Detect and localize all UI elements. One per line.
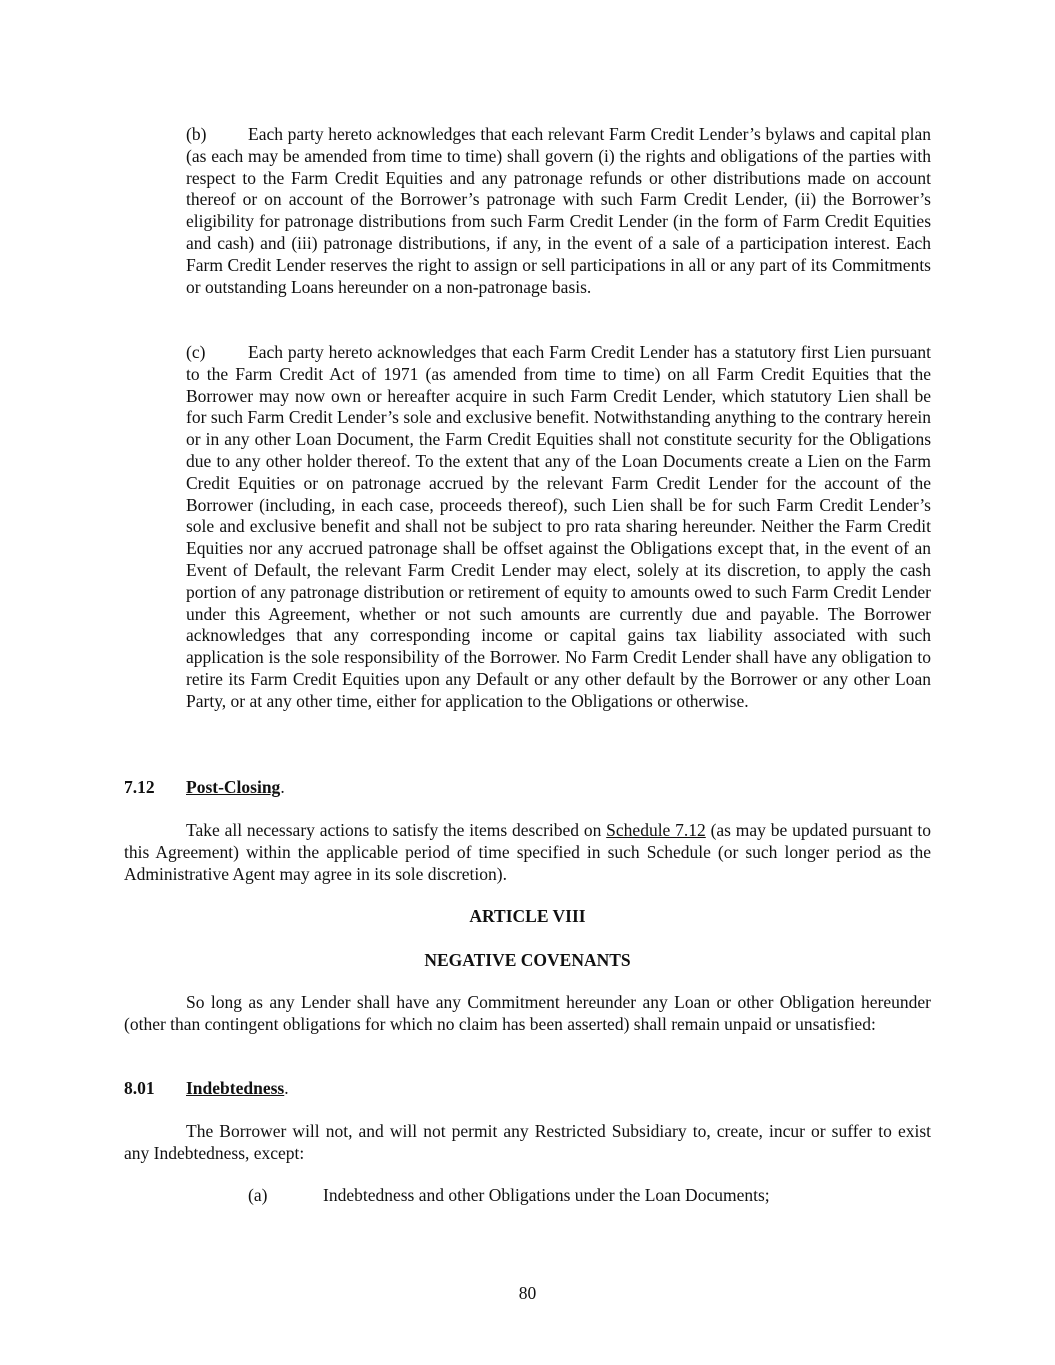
section-7-12-body (124, 820, 931, 885)
list-item-a-text: Indebtedness and other Obligations under the Loan Documents; (323, 1185, 770, 1205)
paragraph-c-label: (c) (186, 342, 206, 362)
section-7-12-text-before: Take all necessary actions to satisfy the items described on (186, 820, 607, 840)
article-title: ARTICLE VIII (469, 906, 586, 926)
list-item-a (248, 1185, 931, 1207)
paragraph-b-text: Each party hereto acknowledges that each relevant Farm Credit Lender’s bylaws and capital plan (as each may be amended from time to time) shall govern (i) the rights and obligations of the parties with respect to the Farm Credit Equities and any patronage refunds or other distributions made on account thereof or on account of the Borrower’s patronage with such Farm Credit Lender, (ii) the Borrower’s eligibility for patronage distributions from such Farm Credit Lender (in the form of Farm Credit Equities and cash) and (iii) patronage distributions, if any, in the event of a sale of a participation interest. Each Farm Credit Lender reserves the right to assign or sell participations in all or any part of its Commitments or outstanding Loans hereunder on a non-patronage basis. (186, 124, 931, 297)
section-7-12-heading (124, 777, 285, 799)
list-item-a-label: (a) (248, 1185, 268, 1205)
section-number: 7.12 (124, 777, 155, 797)
paragraph-b-label: (b) (186, 124, 207, 144)
section-title-period: . (284, 1078, 289, 1098)
section-8-01-body: The Borrower will not, and will not permit any Restricted Subsidiary to, create, incur or suffer to exist any Indebtedness, except: (124, 1121, 931, 1163)
article-intro: So long as any Lender shall have any Commitment hereunder any Loan or other Obligation hereunder (other than contingent obligations for which no claim has been asserted) shall remain unpaid or unsatisfied: (124, 992, 931, 1034)
section-title: Post-Closing (186, 777, 281, 797)
paragraph-c (186, 342, 931, 713)
schedule-reference: Schedule 7.12 (606, 820, 706, 840)
section-7-12-text-after: (as may be updated pursuant to this Agreement) within the applicable period of time specified in such Schedule (or such longer period as the Administrative Agent may agree in its sole discretion). (124, 820, 932, 884)
article-subtitle: NEGATIVE COVENANTS (424, 950, 631, 970)
paragraph-c-text: Each party hereto acknowledges that each Farm Credit Lender has a statutory first Lien pursuant to the Farm Credit Act of 1971 (as amended from time to time) on all Farm Credit Equities that the Borrower may now own or hereafter acquire in such Farm Credit Lender, which statutory Lien shall be for such Farm Credit Lender’s sole and exclusive benefit. Notwithstanding anything to the contrary herein or in any other Loan Document, the Farm Credit Equities shall not constitute security for the Obligations due to any other holder thereof. To the extent that any of the Loan Documents create a Lien on the Farm Credit Equities or on patronage accrued by the relevant Farm Credit Lender for the account of the Borrower (including, in each case, proceeds thereof), such Lien shall be for such Farm Credit Lender’s sole and exclusive benefit and shall not be subject to pro rata sharing hereunder. Neither the Farm Credit Equities nor any accrued patronage shall be offset against the Obligations except that, in the event of an Event of Default, the relevant Farm Credit Lender may elect, solely at its discretion, to apply the cash portion of any patronage distribution or retirement of equity to amounts owed to such Farm Credit Lender under this Agreement, whether or not such amounts are currently due and payable. The Borrower acknowledges that any corresponding income or capital gains tax liability associated with such application is the sole responsibility of the Borrower. No Farm Credit Lender shall have any obligation to retire its Farm Credit Equities upon any Default or any other default by the Borrower or any other Loan Party, or at any other time, either for application to the Obligations or otherwise. (186, 342, 931, 711)
section-title-period: . (280, 777, 285, 797)
paragraph-b (186, 124, 931, 298)
section-8-01-heading (124, 1078, 289, 1100)
section-number: 8.01 (124, 1078, 155, 1098)
section-title: Indebtedness (186, 1078, 285, 1098)
page-number: 80 (518, 1283, 537, 1303)
